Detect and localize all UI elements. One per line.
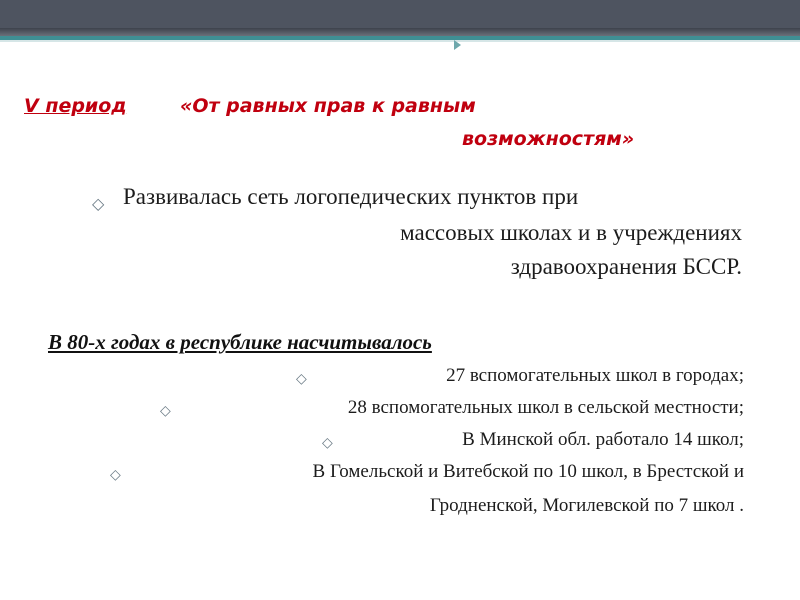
list-item: В Гомельской и Витебской по 10 школ, в Брестской и	[312, 461, 744, 482]
slide-title-line2: возможностям»	[462, 128, 635, 150]
chevron-marker-icon	[454, 40, 461, 50]
main-text-line-3: здравоохранения БССР.	[510, 254, 742, 279]
section-heading: В 80-х годах в республике насчитывалось	[48, 330, 432, 354]
list-item: 28 вспомогательных школ в сельской местности;	[347, 397, 744, 418]
title-bar-shadow	[0, 28, 800, 36]
bullet-icon: ◇	[110, 467, 121, 483]
accent-line-light	[0, 40, 800, 42]
list-item: Гродненской, Могилевской по 7 школ .	[429, 495, 744, 516]
list-item: В Минской обл. работало 14 школ;	[462, 429, 744, 450]
bullet-icon: ◇	[296, 371, 307, 387]
slide-title-line1: «От равных прав к равным	[180, 95, 476, 117]
main-text-line-1: Развивалась сеть логопедических пунктов при	[123, 184, 579, 209]
list-item: 27 вспомогательных школ в городах;	[446, 365, 744, 386]
bullet-icon: ◇	[92, 194, 105, 213]
bullet-icon: ◇	[160, 403, 171, 419]
period-label: V период	[24, 95, 127, 117]
main-text-line-2: массовых школах и в учреждениях	[400, 220, 742, 245]
bullet-icon: ◇	[322, 435, 333, 451]
